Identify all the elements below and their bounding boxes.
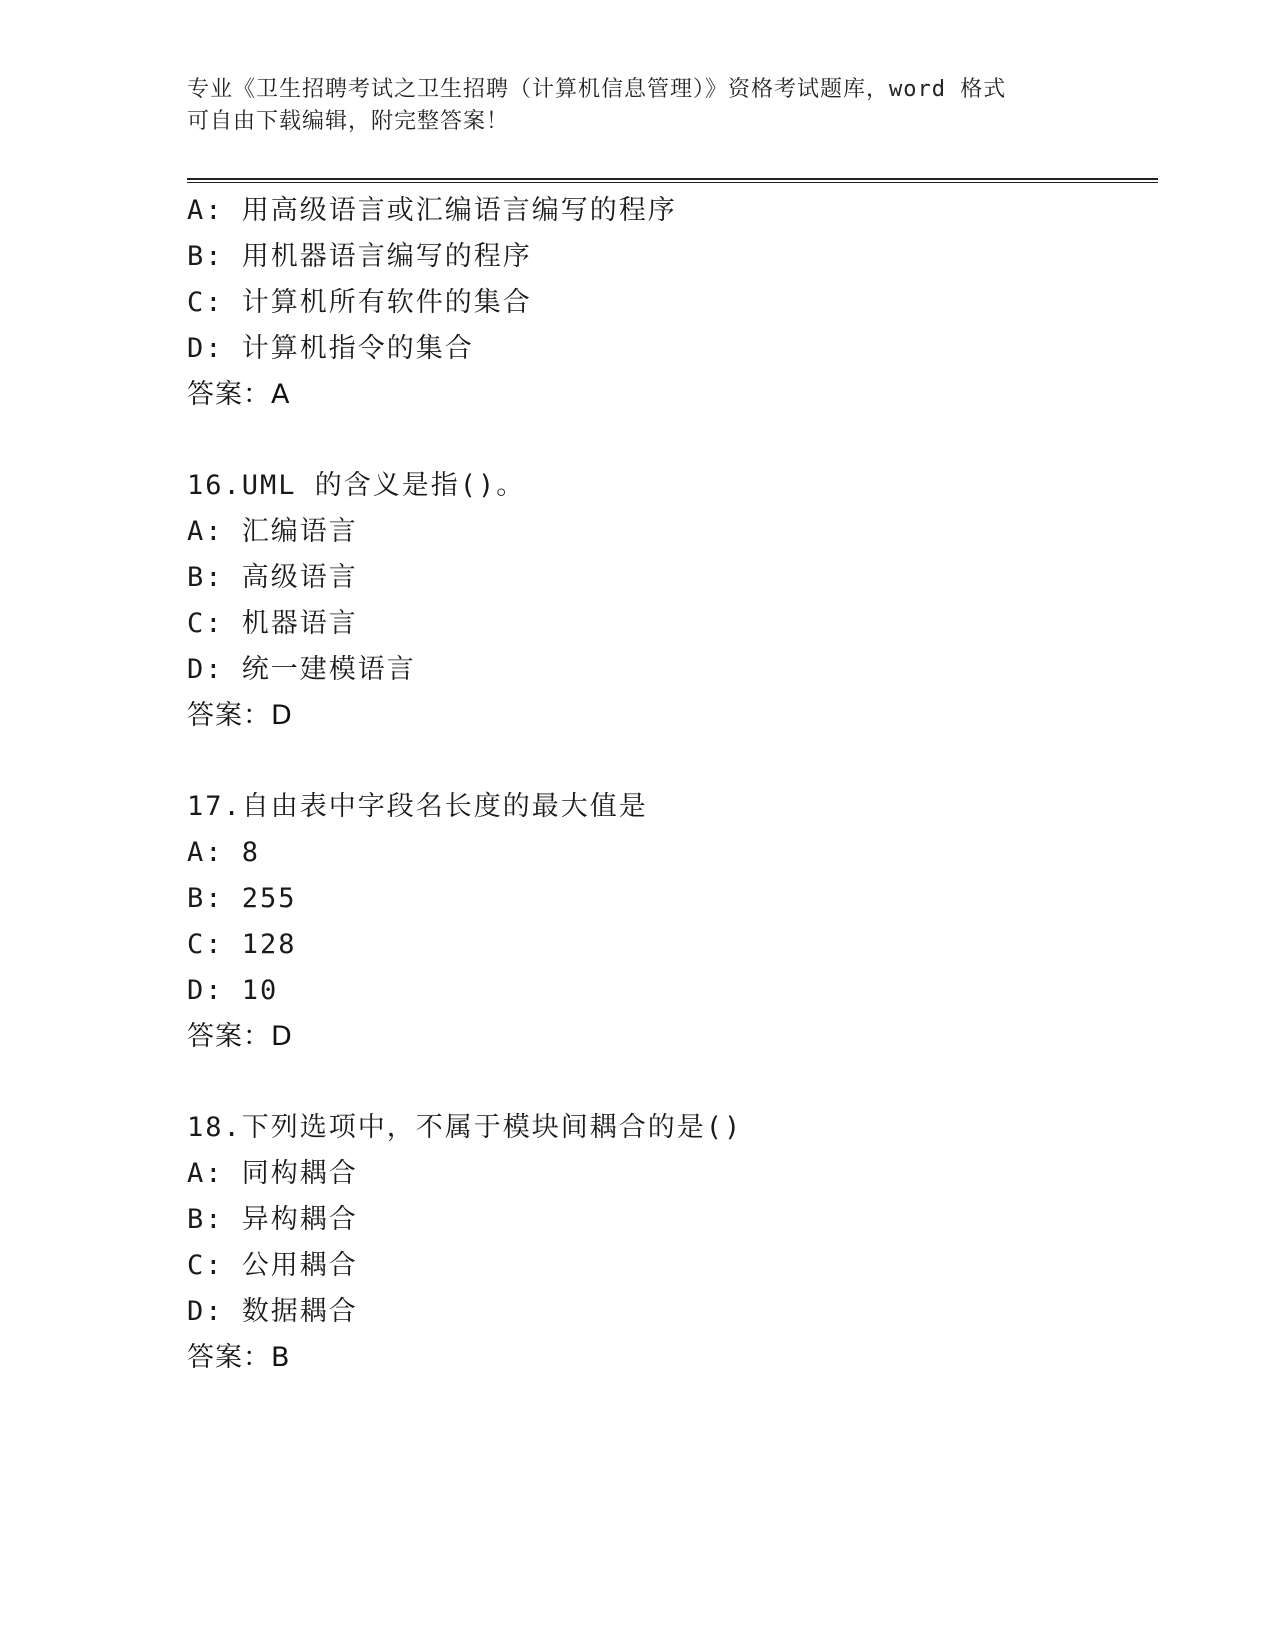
- option-c: C: 计算机所有软件的集合: [187, 287, 532, 318]
- answer-line: 答案：D: [187, 1021, 293, 1052]
- option-c: C: 128: [187, 929, 297, 960]
- header-line-2: 可自由下载编辑，附完整答案！: [187, 109, 510, 134]
- option-d: D: 数据耦合: [187, 1296, 358, 1327]
- question-block-15: [187, 188, 1137, 418]
- option-d: D: 统一建模语言: [187, 654, 416, 685]
- question-text: 16.UML 的含义是指()。: [187, 470, 526, 501]
- option-c: C: 机器语言: [187, 608, 358, 639]
- option-a: A: 8: [187, 837, 261, 868]
- option-b: B: 高级语言: [187, 562, 358, 593]
- answer-line: 答案：B: [187, 1342, 291, 1373]
- question-text: 18.下列选项中，不属于模块间耦合的是(): [187, 1112, 743, 1143]
- answer-line: 答案：A: [187, 379, 291, 410]
- question-block-18: [187, 1105, 1137, 1381]
- option-b: B: 异构耦合: [187, 1204, 358, 1235]
- document-header: [187, 74, 1087, 138]
- option-a: A: 用高级语言或汇编语言编写的程序: [187, 195, 677, 226]
- option-c: C: 公用耦合: [187, 1250, 358, 1281]
- header-line-1: 专业《卫生招聘考试之卫生招聘（计算机信息管理）》资格考试题库，word 格式: [187, 77, 1007, 102]
- option-d: D: 计算机指令的集合: [187, 333, 474, 364]
- option-b: B: 255: [187, 883, 297, 914]
- option-a: A: 同构耦合: [187, 1158, 358, 1189]
- option-a: A: 汇编语言: [187, 516, 358, 547]
- answer-line: 答案：D: [187, 700, 293, 731]
- question-block-16: [187, 463, 1137, 739]
- option-b: B: 用机器语言编写的程序: [187, 241, 532, 272]
- question-block-17: [187, 784, 1137, 1060]
- question-list: [187, 188, 1137, 1381]
- header-divider: [187, 178, 1158, 184]
- question-text: 17.自由表中字段名长度的最大值是: [187, 791, 648, 822]
- option-d: D: 10: [187, 975, 279, 1006]
